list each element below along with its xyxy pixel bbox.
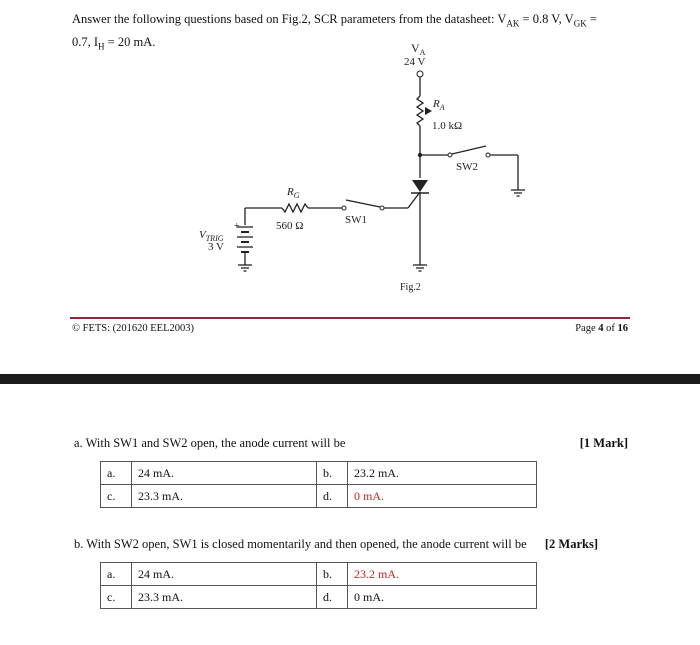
table-row bbox=[101, 586, 537, 609]
vtrig-value: 3 V bbox=[208, 241, 224, 253]
intro-sub-ak: AK bbox=[506, 18, 520, 29]
circuit-diagram bbox=[0, 0, 700, 310]
ra-value: 1.0 kΩ bbox=[432, 120, 463, 132]
footer-divider bbox=[70, 317, 630, 319]
va-value: 24 V bbox=[404, 56, 426, 68]
question-a-mark: [1 Mark] bbox=[579, 436, 628, 450]
option-value[interactable]: 23.2 mA. bbox=[348, 462, 537, 485]
ra-arrow bbox=[425, 107, 432, 115]
option-letter: a. bbox=[101, 462, 132, 485]
option-letter: c. bbox=[101, 485, 132, 508]
footer-page-number: Page 4 of 16 bbox=[575, 323, 628, 334]
option-value-selected[interactable]: 0 mA. bbox=[348, 485, 537, 508]
option-letter: a. bbox=[101, 563, 132, 586]
sw1-label: SW1 bbox=[345, 214, 367, 226]
option-value[interactable]: 23.3 mA. bbox=[132, 586, 317, 609]
scr-symbol bbox=[412, 180, 428, 192]
battery-plus: + bbox=[234, 221, 240, 232]
question-b: b. With SW2 open, SW1 is closed momentarily and then opened, the anode current will be bbox=[74, 537, 527, 551]
table-row bbox=[101, 485, 537, 508]
intro-part: = 0.8 V, V bbox=[519, 12, 574, 26]
options-table-a bbox=[100, 461, 537, 508]
ra-label: $R_A$ bbox=[433, 98, 445, 112]
option-letter: d. bbox=[317, 485, 348, 508]
option-value[interactable]: 24 mA. bbox=[132, 563, 317, 586]
intro-part: 0.7, I bbox=[72, 34, 99, 49]
sw2-blade bbox=[452, 146, 486, 154]
option-letter: d. bbox=[317, 586, 348, 609]
table-row bbox=[101, 462, 537, 485]
va-terminal bbox=[417, 71, 423, 77]
sw2-label: SW2 bbox=[456, 161, 478, 173]
intro-part: Answer the following questions based on Fig.2, SCR parameters from the datasheet: V bbox=[72, 12, 507, 26]
intro-part: = 20 mA. bbox=[104, 34, 156, 49]
option-value-selected[interactable]: 23.2 mA. bbox=[348, 563, 537, 586]
option-value[interactable]: 24 mA. bbox=[132, 462, 317, 485]
option-value[interactable]: 23.3 mA. bbox=[132, 485, 317, 508]
option-letter: b. bbox=[317, 462, 348, 485]
sw2-contact bbox=[448, 153, 452, 157]
intro-sub-gk: GK bbox=[573, 18, 587, 29]
intro-part: = bbox=[586, 12, 597, 26]
sw1-contact bbox=[342, 206, 346, 210]
vtrig-label: $V_{TRIG}$ bbox=[199, 229, 224, 243]
sw1-blade bbox=[346, 200, 380, 207]
question-b-mark: [2 Marks] bbox=[544, 537, 598, 551]
gate-wire bbox=[408, 192, 420, 208]
question-a: a. With SW1 and SW2 open, the anode current will be bbox=[74, 436, 346, 450]
options-table-b bbox=[100, 562, 537, 609]
sw2-contact bbox=[486, 153, 490, 157]
option-letter: c. bbox=[101, 586, 132, 609]
option-value[interactable]: 0 mA. bbox=[348, 586, 537, 609]
rg-value: 560 Ω bbox=[276, 220, 304, 232]
va-label: $V_A$ bbox=[411, 41, 426, 57]
intro-sub-h: H bbox=[98, 41, 105, 51]
footer-copyright: © FETS: (201620 EEL2003) bbox=[72, 323, 195, 334]
table-row bbox=[101, 563, 537, 586]
sw1-contact bbox=[380, 206, 384, 210]
ra-resistor bbox=[417, 96, 423, 126]
rg-resistor bbox=[282, 204, 308, 212]
rg-label: $R_G$ bbox=[287, 186, 300, 200]
option-letter: b. bbox=[317, 563, 348, 586]
page-bottom bbox=[0, 384, 700, 645]
fig-label: Fig.2 bbox=[400, 282, 421, 293]
